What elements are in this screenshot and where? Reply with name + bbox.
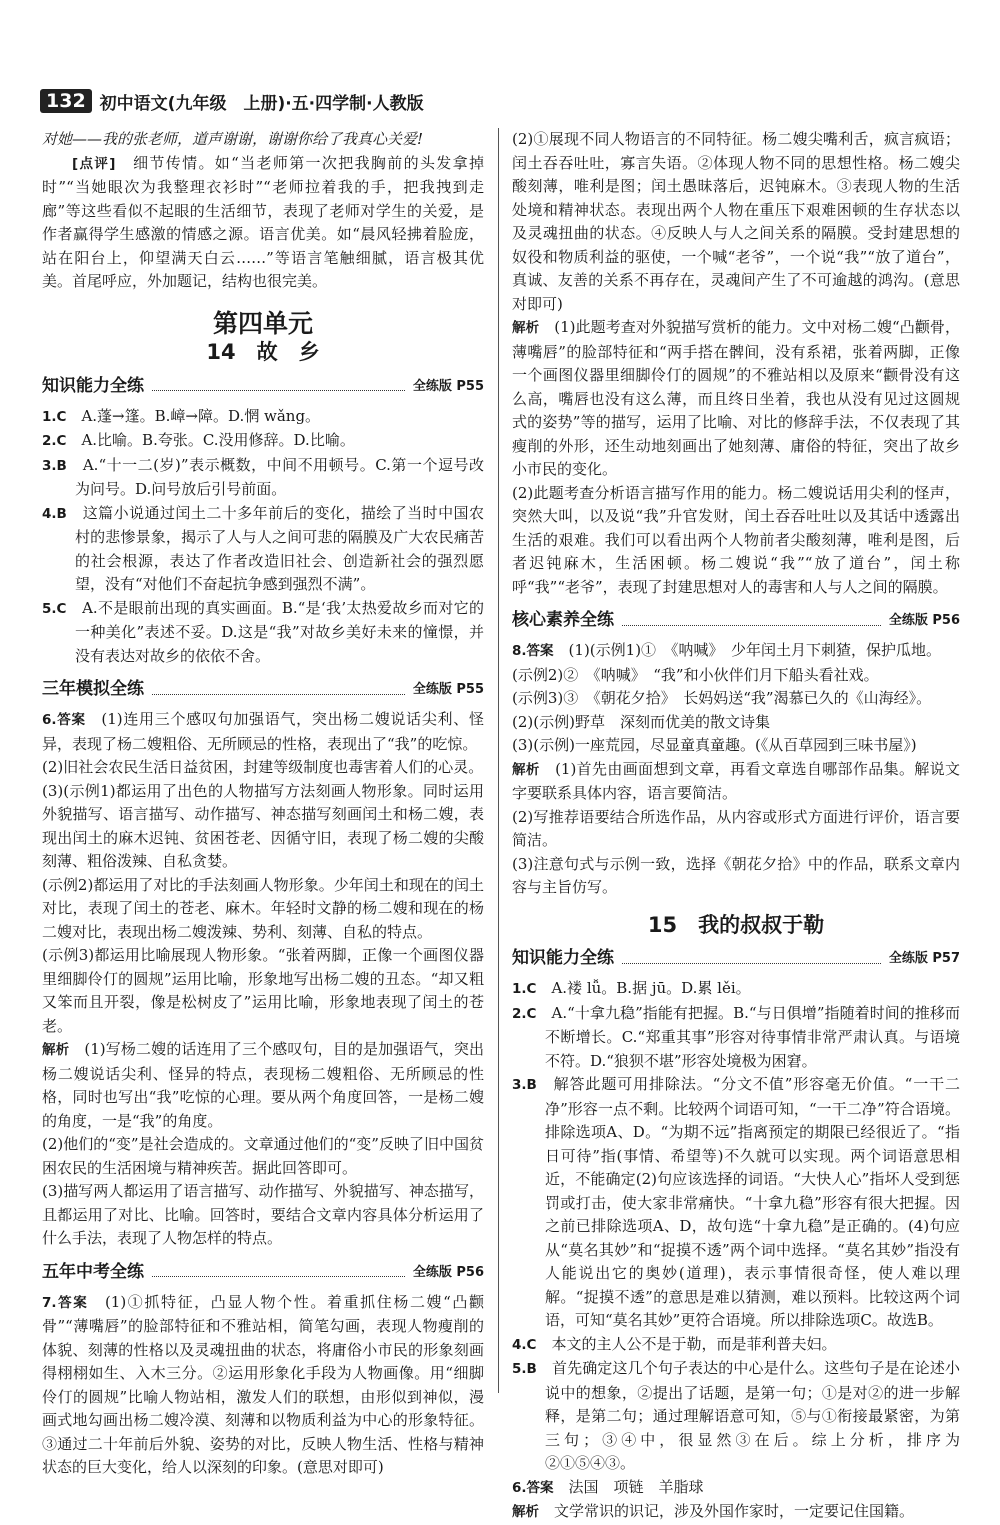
analysis-label: 解析 xyxy=(42,1042,70,1058)
answer-item xyxy=(42,708,484,756)
section-rule xyxy=(152,1276,405,1277)
answer-text: 首先确定这几个句子表达的中心是什么。这些句子是在论述小说中的想象，②提出了话题，是第一句；①是对②的进一步解释，是第二句；通过理解语意可知，⑤与①衔接最紧密，为第三句；③④中，很显然③在后。综上分析，排序为②①⑤④③。 xyxy=(545,1359,960,1472)
answer-item xyxy=(512,1357,960,1476)
answer-number: 4.B xyxy=(42,505,67,522)
section-header xyxy=(42,1259,484,1287)
comment-text: 细节传情。如“当老师第一次把我胸前的头发拿掉时”“当她眼次为我整理衣衫时”“老师拉着我的手，把我拽到走廊”等这些看似不起眼的生活细节，表现了老师对学生的关爱，是作者赢得学生感激的情感之源。语言优美。如“晨风轻拂着脸庞，站在阳台上，仰望满天白云……”等语言笔触细腻，语言极其优美。首尾呼应，外加题记，结构也很完美。 xyxy=(42,153,484,290)
page-number: 132 xyxy=(40,89,92,113)
answer-number: 2.C xyxy=(42,433,67,449)
section-reference: 全练版 P57 xyxy=(888,951,960,967)
answer-item xyxy=(42,429,484,454)
answer-text: (示例2)都运用了对比的手法刻画人物形象。少年闰土和现在的闰土对比，表现了闰土的苍老、麻木。年轻时文静的杨二嫂和现在的杨二嫂对比，表现出杨二嫂泼辣、势利、刻薄、自私的特点。 xyxy=(42,875,484,941)
answer-text: (示例3)③ 《朝花夕拾》 长妈妈送“我”渴慕已久的《山海经》。 xyxy=(512,689,932,707)
right-column xyxy=(512,128,960,1525)
section-rule xyxy=(152,694,405,695)
section-header xyxy=(512,607,960,635)
answer-text: 解答此题可用排除法。“分文不值”形容毫无价值。“一干二净”形容一点不剩。比较两个词语可知，“一干二净”符合语境。排除选项A、D。“为期不远”指离预定的期限已经很近了。“指日可待”指(事情、希望等)不久就可以实现。两个词语意思相近，不能确定(2)句应该选择的词语。“大快人心”指坏人受到惩罚或打击，使大家非常痛快。“十拿九稳”形容有很大把握。因之前已排除选项A、D，故句选“十拿九稳”是正确的。(4)句应从“莫名其妙”和“捉摸不透”两个词中选择。“莫名其妙”指没有人能说出它的奥妙(道理)，表示事情很奇怪，使人难以理解。“捉摸不透”的意思是难以猜测，难以预料。比较这两个词语，可知“莫名其妙”更符合语境。所以排除选项C。故选B。 xyxy=(545,1075,960,1329)
section-reference: 全练版 P55 xyxy=(412,378,484,394)
section-header xyxy=(42,676,484,704)
answer-number: 1.C xyxy=(512,981,537,997)
comment-paragraph xyxy=(42,152,484,294)
left-column xyxy=(42,128,484,1480)
answer-number: 3.B xyxy=(512,1077,537,1093)
answer-text: A.褛 lǚ。B.据 jū。D.累 lěi。 xyxy=(551,979,751,997)
answer-item xyxy=(512,977,960,1002)
answer-item xyxy=(512,1002,960,1074)
answer-item xyxy=(512,1333,960,1358)
analysis-text: (2)此题考查分析语言描写作用的能力。杨二嫂说话用尖利的怪声，突然大叫，以及说“我”升官发财，闰土吞吞吐吐以及其话中透露出生活的艰难。我们可以看出两个人物前者尖酸刻薄，唯利是图，后者迟钝麻木，生活困顿。杨二嫂说“我”“放了道台”，闰土称呼“我”“老爷”，表现了封建思想对人的毒害和人与人之间的隔膜。 xyxy=(512,483,960,596)
section-reference: 全练版 P56 xyxy=(888,613,960,629)
analysis-text: 文学常识的识记，涉及外国作家时，一定要记住国籍。 xyxy=(554,1502,915,1520)
answer-text: A.比喻。B.夸张。C.没用修辞。D.比喻。 xyxy=(81,431,355,449)
section-reference: 全练版 P55 xyxy=(412,682,484,698)
answer-text: 这篇小说通过闰土二十多年前后的变化，描绘了当时中国农村的悲惨景象，揭示了人与人之间可悲的隔膜及广大农民痛苦的社会根源，表达了作者改造旧社会、创造新社会的强烈愿望，没有“对他们不奋起抗争感到强烈不满”。 xyxy=(75,503,484,593)
section-rule xyxy=(622,963,881,964)
page-header xyxy=(40,86,970,116)
answer-item xyxy=(42,405,484,430)
essay-closing-line: 对她——我的张老师，道声谢谢，谢谢你给了我真心关爱! xyxy=(42,130,424,148)
answer-text: (1)连用三个感叹句加强语气，突出杨二嫂说话尖利、怪异，表现了杨二嫂粗俗、无所顾忌的性格，表现出了“我”的吃惊。 xyxy=(42,710,484,753)
answer-number: 2.C xyxy=(512,1005,537,1022)
answer-text: A.蓬→篷。B.嶂→障。D.惘 wǎng。 xyxy=(81,406,321,425)
answer-number: 8.答案 xyxy=(512,643,554,659)
section-header xyxy=(42,373,484,401)
answer-item xyxy=(42,1291,484,1480)
answer-text: (示例3)都运用比喻展现人物形象。“张着两脚，正像一个画图仪器里细脚伶仃的圆规”运用比喻，形象地写出杨二嫂的丑态。“却又粗又笨而且开裂，像是松树皮了”运用比喻，形象地表现了闰土的苍老。 xyxy=(42,946,484,1035)
answer-text: (1)①抓特征，凸显人物个性。着重抓住杨二嫂“凸颧骨”“薄嘴唇”的脸部特征和不雅站相，简笔勾画，表现人物瘦削的体貌、刻薄的性格以及灵魂扭曲的状态，将庸俗小市民的形象刻画得栩栩如生、入木三分。②运用形象化手段为人物画像。用“细脚伶仃的圆规”比喻人物站相，激发人们的联想，由形似到神似，漫画式地勾画出杨二嫂冷漠、刻薄和以物质利益为中心的形象特征。③通过二十年前后外貌、姿势的对比，反映人物生活、性格与精神状态的巨大变化，给人以深刻的印象。(意思对即可) xyxy=(42,1292,484,1476)
section-title: 三年模拟全练 xyxy=(42,679,144,700)
answer-item xyxy=(512,639,960,664)
section-reference: 全练版 P56 xyxy=(412,1264,484,1280)
analysis-text: (2)他们的“变”是社会造成的。文章通过他们的“变”反映了旧中国贫困农民的生活困境与精神疾苦。据此回答即可。 xyxy=(42,1135,484,1177)
answer-item xyxy=(42,454,484,502)
answer-text: (2)(示例)野草 深刻而优美的散文诗集 xyxy=(512,712,770,731)
section-rule xyxy=(622,625,881,626)
answer-text: (示例2)② 《呐喊》 “我”和小伙伴们月下船头看社戏。 xyxy=(512,665,879,684)
answer-number: 4.C xyxy=(512,1336,537,1353)
answer-text: (1)(示例1)① 《呐喊》 少年闰土月下刺猹，保护瓜地。 xyxy=(568,641,942,659)
answer-text: A.“十拿九稳”指能有把握。B.“与日俱增”指随着时间的推移而不断增长。C.“郑重其事”形容对待事情非常严肃认真。与语境不符。D.“狼狈不堪”形容处境极为困窘。 xyxy=(545,1003,960,1070)
section-title: 知识能力全练 xyxy=(512,948,614,969)
answer-number: 6.答案 xyxy=(512,1479,554,1496)
analysis-item xyxy=(512,758,960,806)
lesson-title: 15 我的叔叔于勒 xyxy=(647,912,825,937)
section-title: 五年中考全练 xyxy=(42,1261,144,1282)
analysis-label: 解析 xyxy=(512,320,540,336)
section-header xyxy=(512,945,960,973)
lesson-title: 14 故 乡 xyxy=(206,340,320,364)
answer-number: 7.答案 xyxy=(42,1294,89,1311)
analysis-item xyxy=(42,1038,484,1133)
analysis-item xyxy=(512,316,960,482)
answer-item xyxy=(512,1476,960,1501)
book-title: 初中语文(九年级 上册)·五·四学制·人教版 xyxy=(99,93,424,114)
section-title: 核心素养全练 xyxy=(512,610,614,631)
answer-number: 1.C xyxy=(42,408,67,425)
comment-label: [点评] xyxy=(72,155,116,172)
analysis-text: (3)注意句式与示例一致，选择《朝花夕拾》中的作品，联系文章内容与主旨仿写。 xyxy=(512,854,960,896)
analysis-item xyxy=(512,1500,960,1525)
answer-number: 5.C xyxy=(42,600,67,617)
answer-text: 法国 项链 羊脂球 xyxy=(568,1477,704,1496)
analysis-text: (1)此题考查对外貌描写赏析的能力。文中对杨二嫂“凸颧骨，薄嘴唇”的脸部特征和“两手搭在髀间，没有系裙，张着两脚，正像一个画图仪器里细脚伶仃的圆规”的不雅站相以及原来“颧骨没有这么高，嘴唇也没有这么薄，而且终日坐着，我也从没有见过这圆规式的姿势”等的描写，运用了比喻、对比的修辞手法，不仅表现了其瘦削的外形，还生动地刻画出了她刻薄、庸俗的特征，突出了故乡小市民的变化。 xyxy=(512,318,961,478)
unit-title: 第四单元 xyxy=(212,308,313,338)
answer-item xyxy=(42,502,484,597)
answer-item xyxy=(42,597,484,669)
answer-text: 本文的主人公不是于勒，而是菲利普夫妇。 xyxy=(551,1334,837,1353)
answer-text: (3)(示例)一座荒园，尽显童真童趣。(《从百草园到三味书屋》) xyxy=(512,736,917,754)
answer-number: 3.B xyxy=(42,457,67,474)
analysis-text: (2)写推荐语要结合所选作品，从内容或形式方面进行评价，语言要简洁。 xyxy=(512,807,960,849)
section-title: 知识能力全练 xyxy=(42,375,144,396)
answer-text: (3)(示例1)都运用了出色的人物描写方法刻画人物形象。同时运用外貌描写、语言描写、动作描写、神态描写刻画闰土和杨二嫂，表现出闰土的麻木迟钝、贫困苍老、因循守旧，表现了杨二嫂的尖酸刻薄、粗俗泼辣、自私贪婪。 xyxy=(42,781,484,870)
answer-item xyxy=(512,1073,960,1333)
answer-number: 6.答案 xyxy=(42,712,86,728)
analysis-text: (1)写杨二嫂的话连用了三个感叹句，目的是加强语气，突出杨二嫂说话尖利、怪异的特点，表现杨二嫂粗俗、无所顾忌的性格，同时也写出“我”吃惊的心理。要从两个角度回答，一是杨二嫂的角度，一是“我”的角度。 xyxy=(42,1040,484,1130)
answer-text: A.不是眼前出现的真实画面。B.“是‘我’太热爱故乡而对它的一种美化”表述不妥。D.这是“我”对故乡美好未来的憧憬，并没有表达对故乡的依依不舍。 xyxy=(75,598,484,665)
analysis-text: (1)首先由画面想到文章，再看文章选自哪部作品集。解说文字要联系具体内容，语言要简洁。 xyxy=(512,759,960,802)
answer-text: A.“十一二(岁)”表示概数，中间不用顿号。C.第一个逗号改为问号。D.问号放后引号前面。 xyxy=(75,455,484,498)
column-divider xyxy=(498,128,499,1393)
section-rule xyxy=(152,390,405,391)
answer-text: (2)旧社会农民生活日益贫困，封建等级制度也毒害着人们的心灵。 xyxy=(42,758,484,776)
analysis-label: 解析 xyxy=(512,761,540,778)
answer-text: (2)①展现不同人物语言的不同特征。杨二嫂尖嘴利舌，疯言疯语；闰土吞吞吐吐，寡言失语。②体现人物不同的思想性格。杨二嫂尖酸刻薄，唯利是图；闰土愚昧落后，迟钝麻木。③表现人物的生活处境和精神状态。表现出两个人物在重压下艰难困顿的生存状态以及灵魂扭曲的状态。④反映人与人之间关系的隔膜。受封建思想的奴役和物质利益的驱使，一个喊“老爷”，一个说“我”“放了道台”，真诚、友善的关系不再存在，灵魂间产生了不可逾越的鸿沟。(意思对即可) xyxy=(512,130,960,313)
analysis-label: 解析 xyxy=(512,1504,539,1520)
analysis-text: (3)描写两人都运用了语言描写、动作描写、外貌描写、神态描写，且都运用了对比、比喻。回答时，要结合文章内容具体分析运用了什么手法，表现了人物怎样的特点。 xyxy=(42,1182,484,1247)
answer-number: 5.B xyxy=(512,1361,537,1377)
